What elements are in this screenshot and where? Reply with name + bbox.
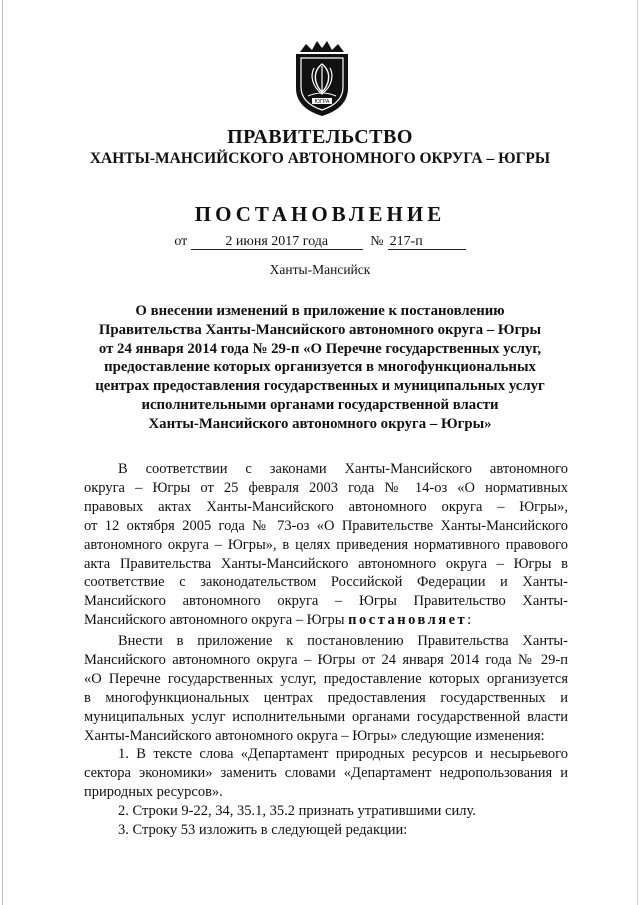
list-item: 2. Строки 9-22, 34, 35.1, 35.2 признать утратившими силу. — [118, 803, 476, 820]
text-line: В соответствии с законами Ханты-Мансийского автономного — [118, 461, 568, 477]
text-line — [84, 611, 568, 630]
colon: : — [467, 612, 472, 629]
preamble-paragraph — [84, 460, 568, 630]
text-line: от 12 октября 2005 года № 73-оз «О Правительстве Ханты-Мансийского — [84, 517, 568, 534]
text-line: Мансийского автономного округа – Югры от 24 января 2014 года № 29-п — [84, 651, 568, 668]
decree-date-line — [0, 234, 640, 250]
text-line: соответствие с законодательством Российской Федерации и Ханты- — [84, 574, 568, 591]
emblem-label: ЮГРА — [314, 99, 330, 105]
text-line: Мансийского автономного округа – Югры Правительство Ханты- — [84, 593, 568, 610]
subject-line: исполнительными органами государственной власти — [141, 396, 499, 413]
text-line: природных ресурсов». — [84, 784, 223, 801]
decree-subject — [80, 302, 560, 434]
operative-paragraph — [84, 632, 568, 840]
number-prefix: № — [370, 234, 384, 249]
text-line: муниципальных услуг исполнительными органами государственной власти — [84, 708, 568, 725]
subject-line: Ханты-Мансийского автономного округа – Югры» — [148, 415, 492, 432]
text-line: сектора экономики» заменить словами «Департамент недропользования и — [84, 765, 568, 782]
date-prefix: от — [174, 234, 188, 249]
subject-line: предоставление которых организуется в многофункциональных — [104, 359, 536, 376]
text-line: в многофункциональных центрах предоставления государственных и — [84, 689, 568, 706]
decree-city: Ханты-Мансийск — [269, 262, 371, 277]
subject-line: от 24 января 2014 года № 29-п «О Перечне государственных услуг, — [98, 340, 542, 357]
text-line: автономного округа – Югры», в целях приведения нормативного правового — [84, 536, 568, 553]
text-line: «О Перечне государственных услуг, предоставление которых организуется — [84, 670, 568, 687]
subject-line: О внесении изменений в приложение к постановлению — [135, 303, 505, 319]
text-line: Ханты-Мансийского автономного округа – Югры» следующие изменения: — [84, 727, 545, 744]
decree-date: 2 июня 2017 года — [191, 234, 363, 250]
list-item: 1. В тексте слова «Департамент природных ресурсов и несырьевого — [118, 746, 568, 763]
text-line: округа – Югры от 25 февраля 2003 года № 14-оз «О нормативных — [84, 479, 568, 496]
subject-line: центрах предоставления государственных и муниципальных услуг — [95, 378, 545, 395]
text-line: акта Правительства Ханты-Мансийского автономного округа – Югры в — [84, 555, 568, 572]
decree-number: 217-п — [388, 234, 466, 250]
text-fragment: Мансийского автономного округа – Югры — [84, 612, 345, 629]
text-line: Внести в приложение к постановлению Правительства Ханты- — [118, 633, 568, 649]
coat-of-arms-emblem — [290, 38, 354, 118]
decree-title: ПОСТАНОВЛЕНИЕ — [194, 202, 446, 226]
subject-line: Правительства Ханты-Мансийского автономного округа – Югры — [98, 321, 542, 338]
government-subtitle: ХАНТЫ-МАНСИЙСКОГО АВТОНОМНОГО ОКРУГА – ЮГРЫ — [89, 150, 551, 167]
government-title: ПРАВИТЕЛЬСТВО — [227, 126, 413, 148]
resolve-keyword: постановляет — [348, 612, 468, 629]
list-item: 3. Строку 53 изложить в следующей редакции: — [118, 822, 408, 839]
text-line: правовых актах Ханты-Мансийского автономного округа – Югры», — [84, 498, 568, 515]
